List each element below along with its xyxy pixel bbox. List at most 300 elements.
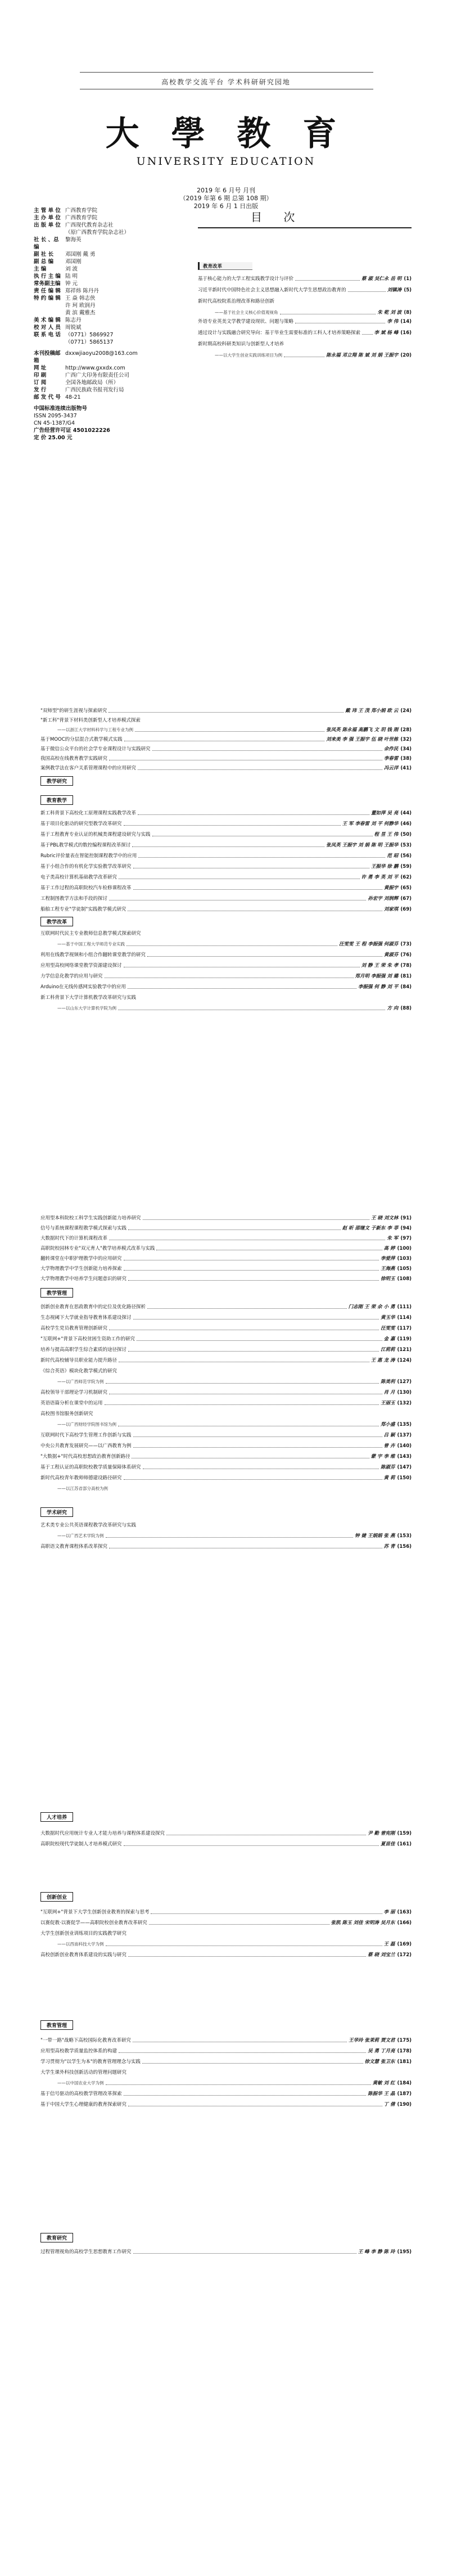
toc-entry-page: (140) <box>397 1443 412 1449</box>
info-value: 陈志丹 <box>65 317 82 323</box>
info-row <box>34 331 135 339</box>
toc-entry-title: "大数据+"时代高校思想政治教育创新路径 <box>40 1454 130 1460</box>
toc-entry-authors: 李爱萍 <box>380 1256 395 1262</box>
toc-entry-authors: 黄振宇 <box>383 885 399 891</box>
leader-dots <box>124 825 341 826</box>
toc-entry-title: 力学信息化教学的应用与研究 <box>40 974 103 979</box>
toc-entry-title: ——以广西财经学院图书馆为例 <box>57 1422 116 1427</box>
toc-entry-authors: 钟 婕 王娟娟 张 燕 <box>355 1533 395 1539</box>
info-key: 校 对 人 员 <box>34 325 61 331</box>
toc-entry-authors: 张凤英 陈永福 高鹏飞 文 玥 钱 刚 <box>326 727 399 733</box>
info-key: 社 长 、总 编 <box>34 237 59 250</box>
toc-entry[interactable] <box>40 973 412 980</box>
toc-entry-authors: 曾 卉 <box>383 1443 395 1449</box>
toc-entry-title: 互联网时代下高校学生管理工作创新与实践 <box>40 1433 132 1438</box>
info-key <box>34 309 65 317</box>
toc-entry[interactable] <box>40 1266 412 1272</box>
leader-dots <box>133 889 382 890</box>
info-key: 主 编 <box>34 266 47 272</box>
toc-entry[interactable] <box>40 1368 412 1375</box>
leader-dots <box>149 1924 329 1925</box>
leader-dots <box>124 1270 379 1271</box>
toc-entry-authors: 黄玉华 <box>380 1315 395 1321</box>
toc-entry-page: (91) <box>400 1215 412 1221</box>
toc-entry[interactable] <box>40 708 412 714</box>
logo-cn: 大 學 教 育 <box>105 114 347 154</box>
toc-entry[interactable] <box>40 941 412 948</box>
info-key: 印 刷 <box>34 372 47 379</box>
toc-entry-authors: 金 嘉 <box>383 1336 395 1342</box>
toc-entry-title: 案例教学法在客户关系管理课程中的应用研究 <box>40 765 137 771</box>
toc-entry-authors: 朱 乾 刘 波 <box>377 310 402 316</box>
toc-entry-authors: 方 向 <box>387 1006 399 1011</box>
toc-entry-title: 基于核心能力的大学工程实践教学设计与评价 <box>198 276 294 282</box>
toc-entry[interactable] <box>40 2069 412 2076</box>
toc-entry-authors: 张凤英 王振宇 刘 娟 陈 明 王振华 <box>326 843 399 848</box>
info-key: 主 办 单 位 <box>34 215 61 221</box>
toc-entry[interactable] <box>40 1464 412 1471</box>
info-row <box>34 251 135 258</box>
toc-entry-title: 电子类高校计算机基础教学改革研究 <box>40 875 117 880</box>
info-row <box>34 379 135 386</box>
toc-entry[interactable] <box>40 717 412 724</box>
toc-entry-authors: 陈永福 邓立翔 陈 斌 刘 娟 王振宇 <box>326 353 399 358</box>
toc-entry[interactable] <box>198 318 412 325</box>
toc-entry-page: (130) <box>397 1390 412 1395</box>
toc-entry-authors: 刘 静 王 荣 朱 孝 <box>361 963 399 969</box>
toc-entry[interactable] <box>40 2059 412 2065</box>
toc-entry[interactable] <box>40 2101 412 2108</box>
info-value: （0771）5865137 <box>65 339 114 345</box>
leader-dots <box>128 1280 379 1281</box>
toc-entry[interactable] <box>198 330 412 336</box>
toc-entry-page: (20) <box>400 353 412 358</box>
toc-entry[interactable] <box>40 962 412 969</box>
toc-entry-title: 高校创新创业教育体系建设的实践与研究 <box>40 1952 127 1958</box>
toc-entry-authors: 汪雯雯 王 程 李振强 何淑芬 <box>339 942 399 947</box>
toc-entry-authors: 陈淑芬 <box>380 1465 395 1470</box>
toc-entry[interactable] <box>40 906 412 913</box>
toc-entry-page: (34) <box>400 746 412 752</box>
toc-entry[interactable] <box>40 1421 412 1428</box>
toc-entry-title: Rubric评价量表在智能控制课程教学中的应用 <box>40 853 137 859</box>
info-value: 黎海英 <box>65 237 82 243</box>
toc-entry-authors: 王华玲 张茉莉 贾文君 <box>349 2038 395 2043</box>
toc-entry-title: ——基于社会主义核心价值观视角 <box>215 310 278 315</box>
info-key: 常务副主编 <box>34 281 61 287</box>
toc-entry-page: (103) <box>397 1256 412 1262</box>
info-row <box>34 222 135 229</box>
toc-entry[interactable] <box>40 1357 412 1364</box>
toc-entry[interactable] <box>40 1453 412 1460</box>
toc-entry[interactable] <box>40 1411 412 1417</box>
toc-entry-title: 应用型高校教学质量监控体系的构建 <box>40 2048 117 2054</box>
toc-entry[interactable] <box>198 309 412 316</box>
toc-entry[interactable] <box>198 298 412 305</box>
toc-entry[interactable] <box>40 1830 412 1837</box>
info-value: 广西广大印务有限责任公司 <box>65 372 130 379</box>
leader-dots <box>137 1340 382 1341</box>
toc-entry-title: 基于信号驱动的高校教学管理改革探索 <box>40 2091 122 2097</box>
toc-entry-page: (161) <box>397 1841 412 1847</box>
toc-entry[interactable] <box>40 885 412 891</box>
toc-entry-title: 高校图书馆服务创新研究 <box>40 1411 93 1417</box>
leader-dots <box>133 1436 382 1437</box>
info-row <box>34 273 135 280</box>
toc-entry[interactable] <box>40 1533 412 1539</box>
info-value: 邓国刚 <box>65 259 82 265</box>
toc-entry-title: 新时代高校青年教师师德建设路径研究 <box>40 1475 122 1481</box>
leader-dots <box>106 1537 354 1538</box>
toc-entry-page: (16) <box>400 330 412 336</box>
toc-entry-title: 基于中国大学生心理健康的教育探索研究 <box>40 2102 127 2107</box>
toc-entry-page: (163) <box>397 1910 412 1915</box>
toc-entry[interactable] <box>40 1400 412 1407</box>
toc-entry[interactable] <box>40 1379 412 1385</box>
info-key: 美 术 编 辑 <box>34 317 61 323</box>
leader-dots <box>362 334 372 335</box>
toc-entry[interactable] <box>40 1276 412 1282</box>
toc-entry-title: 通过设计与实践融合研究导向：基于毕业生需要标准的工科人才培养策略探索 <box>198 330 361 336</box>
toc-entry-title: 《综合英语》模块化教学模式的研究 <box>40 1368 117 1374</box>
toc-entry[interactable] <box>198 276 412 282</box>
toc-entry-authors: 李春雷 <box>383 756 399 762</box>
toc-entry[interactable] <box>40 736 412 743</box>
toc-entry-page: (169) <box>397 1942 412 1947</box>
leader-dots <box>124 1479 382 1480</box>
toc-entry-authors: 刘来美 李 强 王振宇 伍 晓 叶世栋 <box>326 737 399 742</box>
toc-entry-authors: 王 晓 刘文林 <box>370 1215 399 1221</box>
toc-entry[interactable] <box>40 1005 412 1012</box>
toc-entry-title: 大学生课外科技创新活动的管理问题研究 <box>40 2070 127 2075</box>
info-value: 刘 波 <box>65 266 78 272</box>
toc-entry-title: ——以大学生创业实践训练项目为例 <box>215 353 282 358</box>
toc-entry[interactable] <box>40 1485 412 1492</box>
info-value: 广西教育学院 <box>65 215 98 221</box>
toc-entry-authors: 郑小盛 <box>380 1422 395 1427</box>
toc-entry-title: 信号与系统课程课程教学模式探索与实践 <box>40 1226 127 1231</box>
toc-entry[interactable] <box>40 1225 412 1232</box>
info-value: 广西教育学院 <box>65 208 98 214</box>
leader-dots <box>109 712 343 713</box>
toc-entry-title: 新时期高校科研类知识与创新型人才培养 <box>198 341 284 347</box>
toc-entry-title: 高校领导干部理论学习机制研究 <box>40 1390 108 1395</box>
toc-entry-authors: 刘镇涛 <box>387 287 402 293</box>
toc-entry-authors: 徐明玉 <box>380 1276 395 1282</box>
toc-entry-authors: 黄淑芬 <box>383 952 399 958</box>
toc-entry[interactable] <box>40 1314 412 1321</box>
toc-entry[interactable] <box>40 853 412 859</box>
toc-entry-title: 大学物理教学中学生创新能力培养探索 <box>40 1266 122 1272</box>
toc-entry-title: 习近平新时代中国特色社会主义思想融入新时代大学生思想政治教育的 <box>198 287 346 293</box>
toc-entry-title: 互联网时代民主专业教师信息教学模式探索研究 <box>40 931 141 936</box>
toc-entry[interactable] <box>40 1475 412 1481</box>
info-value: 钟 元 <box>65 281 78 287</box>
section-tab: 教育教学 <box>40 795 73 805</box>
toc-entry[interactable] <box>40 746 412 753</box>
toc-entry-title: 船舶工程专业"学徒制"实践教学模式研究 <box>40 907 126 912</box>
info-value: （原广西教育学院杂志社） <box>65 229 130 236</box>
toc-entry-authors: 范 昭 <box>387 853 399 859</box>
leader-dots <box>147 956 382 957</box>
toc-entry[interactable] <box>40 2048 412 2055</box>
section-tab: 教学管理 <box>40 1288 73 1298</box>
info-row <box>34 372 135 379</box>
toc-entry[interactable] <box>40 895 412 902</box>
toc-entry-title: "一带一路"战略下高校国际化教育改革研究 <box>40 2038 131 2043</box>
info-row <box>34 229 135 236</box>
info-value: 郑祥炜 陈丹丹 <box>65 288 100 294</box>
toc-entry-authors: 陈美利 <box>380 1379 395 1385</box>
toc-entry-page: (32) <box>400 737 412 742</box>
info-key: 订 阅 <box>34 380 47 386</box>
info-value: 王 焱 韩志侠 <box>65 295 96 301</box>
info-key: 责 任 编 辑 <box>34 288 61 294</box>
toc-entry-authors: 王 峰 李 静 陈 玲 <box>358 2249 395 2255</box>
info-value: 全国各地邮政局（所） <box>65 380 119 386</box>
toc-entry-page: (100) <box>397 1246 412 1251</box>
toc-entry[interactable] <box>198 341 412 348</box>
toc-entry[interactable] <box>40 1909 412 1916</box>
toc-entry-title: 过程管理视角的高校学生思想教育工作研究 <box>40 2249 132 2255</box>
leader-dots <box>106 2084 371 2085</box>
toc-entry-title: 基于项目化驱动的研究型教学改革研究 <box>40 821 122 827</box>
leader-dots <box>106 1945 382 1946</box>
info-row <box>34 302 135 309</box>
toc-entry-title: 高校学生党员教育管理创新研究 <box>40 1326 108 1331</box>
info-value: http://www.gxxdx.com <box>65 365 125 371</box>
toc-entry[interactable] <box>40 994 412 1001</box>
toc-entry[interactable] <box>40 765 412 772</box>
toc-entry-title: 中央公共教育发展研究——以广西教育为例 <box>40 1443 132 1449</box>
toc-entry-title: 基于工作过程的高职院校汽车检修课程改革 <box>40 885 132 891</box>
info-row <box>34 394 135 401</box>
info-key <box>34 229 65 236</box>
toc-entry[interactable] <box>40 984 412 990</box>
toc-entry-authors: 赵 昕 邵继文 于新东 李 菲 <box>342 1226 399 1231</box>
toc-entry-title: ——以江苏省部分高校为例 <box>57 1486 108 1491</box>
toc-entry[interactable] <box>40 1235 412 1242</box>
toc-entry[interactable] <box>40 1304 412 1310</box>
section-tab: 教学改革 <box>40 917 73 926</box>
toc-entry-page: (50) <box>400 832 412 837</box>
info-row <box>34 324 135 331</box>
toc-entry-page: (143) <box>397 1454 412 1460</box>
toc-entry-title: ——以广西艺术学院为例 <box>57 1533 104 1538</box>
info-row <box>34 350 138 364</box>
toc-entry[interactable] <box>40 1952 412 1958</box>
toc-entry[interactable] <box>40 821 412 827</box>
toc-entry-authors: 江莉莉 <box>380 1347 395 1353</box>
toc-entry-authors: 蔡 晓 刘宝兰 <box>368 1952 395 1958</box>
toc-entry[interactable] <box>40 1215 412 1222</box>
leader-dots <box>138 814 369 815</box>
toc-entry-authors: 吕 颖 <box>383 1433 395 1438</box>
toc-entry[interactable] <box>40 810 412 817</box>
toc-entry-page: (181) <box>397 2059 412 2065</box>
info-key: 副 总 编 <box>34 259 54 265</box>
toc-entry-page: (28) <box>400 727 412 733</box>
toc-entry[interactable] <box>40 1930 412 1937</box>
leader-dots <box>152 750 382 751</box>
toc-entry-page: (88) <box>400 1006 412 1011</box>
toc-entry-page: (190) <box>397 2102 412 2107</box>
section-banner: 教育改革 <box>198 262 252 270</box>
leader-dots <box>133 1447 382 1448</box>
toc-entry[interactable] <box>40 1543 412 1550</box>
toc-entry[interactable] <box>40 1432 412 1439</box>
info-key <box>34 339 65 346</box>
toc-entry[interactable] <box>198 287 412 294</box>
toc-entry-authors: 许 勇 李 英 刘 平 <box>361 875 399 880</box>
toc-entry[interactable] <box>40 1346 412 1353</box>
toc-entry-page: (147) <box>397 1465 412 1470</box>
toc-entry-authors: 黄敏 刘 红 <box>372 2080 395 2086</box>
toc-title: 目 次 <box>251 210 304 224</box>
toc-entry-page: (46) <box>400 821 412 827</box>
toc-entry[interactable] <box>40 1941 412 1948</box>
info-row <box>34 386 135 394</box>
toc-entry[interactable] <box>40 1920 412 1926</box>
toc-entry-title: 基于工程认证的高职院校教学质量保障体系研究 <box>40 1465 141 1470</box>
tagline: 高校教学交流平台 学术科研研究园地 <box>161 78 291 86</box>
toc-entry[interactable] <box>40 1522 412 1529</box>
toc-entry-authors: 程 昱 王 伟 <box>374 832 399 837</box>
toc-entry-authors: 夏苗佳 <box>380 1841 395 1847</box>
toc-entry-title: 新时代高校辅导员职业能力提升路径 <box>40 1358 117 1363</box>
staff-list <box>34 207 135 346</box>
toc-entry[interactable] <box>40 1389 412 1396</box>
toc-entry[interactable] <box>40 2080 412 2087</box>
toc-entry-title: 大数据时代下的计算机课程改革 <box>40 1236 108 1241</box>
toc-entry-page: (1) <box>404 276 412 282</box>
info-value: 邓国刚 戴 勇 <box>65 251 96 258</box>
toc-entry[interactable] <box>40 1443 412 1449</box>
toc-entry-title: Arduino在无线传感网实验教学中的应用 <box>40 984 126 990</box>
toc-entry-page: (166) <box>397 1920 412 1926</box>
info-key: 网 址 <box>34 365 47 371</box>
toc-entry[interactable] <box>40 952 412 958</box>
toc-entry-page: (132) <box>397 1400 412 1406</box>
toc-entry-page: (73) <box>400 942 412 947</box>
toc-entry-title: 学习贯彻为"以学生为本"的教育管理理念与实践 <box>40 2059 141 2065</box>
toc-entry-authors: 李 斌 杨 峰 <box>374 330 399 336</box>
issue-line-3: 2019 年 6 月 1 日出版 <box>193 202 259 210</box>
toc-entry[interactable] <box>198 352 412 359</box>
toc-entry-title: ——以山东大学计算机学院为例 <box>57 1006 116 1011</box>
leader-dots <box>124 1845 379 1846</box>
leader-dots <box>295 280 360 281</box>
toc-entry[interactable] <box>40 1255 412 1262</box>
toc-entry[interactable] <box>40 2091 412 2097</box>
toc-entry-title: 基于工程教育专业认证的机械类课程建设研究与实践 <box>40 832 151 837</box>
toc-entry-page: (65) <box>400 885 412 891</box>
toc-entry-title: 应用型高校网络课堂教学资源建设探讨 <box>40 963 122 969</box>
toc-entry-page: (137) <box>397 1433 412 1438</box>
toc-entry-title: 基于MOOC的分层混合式教学模式实践 <box>40 737 123 742</box>
leader-dots <box>128 988 356 989</box>
toc-entry[interactable] <box>40 930 412 937</box>
toc-entry-page: (150) <box>397 1475 412 1481</box>
info-row <box>34 214 135 222</box>
toc-entry-title: 英语语篇分析在课堂中的运用 <box>40 1400 103 1406</box>
leader-dots <box>132 846 324 847</box>
info-key: 邮 发 代 号 <box>34 394 61 400</box>
toc-entry-page: (121) <box>397 1347 412 1353</box>
toc-entry-title: 生态视阈下大学就业指导教育体系建设探讨 <box>40 1315 132 1321</box>
toc-entry-page: (105) <box>397 1266 412 1272</box>
info-row <box>34 236 135 251</box>
toc-entry-title: 高职语文教育课程体系改革探究 <box>40 1544 108 1550</box>
leader-dots <box>348 291 386 292</box>
toc-entry[interactable] <box>40 1336 412 1343</box>
info-value: 黄 滨 戴雅杰 <box>65 310 96 316</box>
info-key: 联 系 电 话 <box>34 332 61 338</box>
toc-entry-title: 基于微信公众平台的社会学专业课程设计与实践研究 <box>40 746 151 752</box>
toc-entry[interactable] <box>40 2037 412 2044</box>
toc-entry-title: 应用型本科院校工科学生实践创新能力培养研究 <box>40 1215 141 1221</box>
leader-dots <box>138 857 385 858</box>
section-tab: 教育管理 <box>40 2020 73 2030</box>
toc-entry-title: "互联网+"背景下高校贫困生资助工作的研究 <box>40 1336 135 1342</box>
toc-entry-authors: 徐文慧 张卫东 <box>364 2059 395 2065</box>
toc-entry[interactable] <box>40 755 412 762</box>
toc-entry-title: 新工科背景下高校化工原理课程实践教学改革 <box>40 810 137 816</box>
issue-line-1: 2019 年 6 月号 月刊 <box>197 187 255 194</box>
info-value: 广西现代教育杂志社 <box>65 222 114 228</box>
toc-entry-title: 基于小组合作的有机化学实验教学改革研究 <box>40 864 132 870</box>
leader-dots <box>147 1308 347 1309</box>
toc-entry-authors: 张凯 陈玉 刘佳 宋明涛 吴月东 <box>331 1920 395 1926</box>
info-value: 广西民族政书报刊发行局 <box>65 387 124 393</box>
toc-entry-title: 创新创业教育在思政教育中的定位及优化路径探析 <box>40 1304 146 1310</box>
info-row <box>34 258 135 265</box>
leader-dots <box>128 1351 379 1352</box>
info-key: 主 管 单 位 <box>34 208 61 214</box>
info-row <box>34 265 135 273</box>
leader-dots <box>124 2095 367 2096</box>
leader-dots <box>151 1913 382 1914</box>
toc-entry[interactable] <box>40 863 412 870</box>
info-row <box>34 317 135 324</box>
info-value: 周锐斌 <box>65 325 82 331</box>
section-tab: 教育研究 <box>40 2233 73 2242</box>
toc-entry[interactable] <box>40 1245 412 1252</box>
toc-entry-page: (24) <box>400 708 412 714</box>
info-row <box>34 364 135 372</box>
toc-entry-page: (175) <box>397 2038 412 2043</box>
toc-entry-title: 外语专业英美文学教学建设现状、问题与策略 <box>198 319 294 325</box>
toc-entry-title: 高职院校现代学徒制人才培养模式研究 <box>40 1841 122 1847</box>
toc-entry[interactable] <box>40 831 412 838</box>
toc-entry-title: 基于PBL教学模式的数控编程课程改革探讨 <box>40 843 131 848</box>
toc-entry-page: (14) <box>400 319 412 325</box>
toc-entry-page: (56) <box>400 853 412 859</box>
toc-entry[interactable] <box>40 874 412 881</box>
toc-entry[interactable] <box>40 1325 412 1332</box>
toc-entry-authors: 苏 青 <box>383 1544 395 1550</box>
section-tab: 教学研究 <box>40 776 73 786</box>
info-row <box>34 309 135 317</box>
toc-entry-page: (44) <box>400 810 412 816</box>
toc-entry[interactable] <box>40 727 412 733</box>
toc-entry[interactable] <box>40 2249 412 2255</box>
toc-entry[interactable] <box>40 842 412 849</box>
toc-entry[interactable] <box>40 1841 412 1848</box>
info-key <box>34 302 65 309</box>
toc-entry-page: (84) <box>400 984 412 990</box>
publishing-list <box>34 350 138 401</box>
